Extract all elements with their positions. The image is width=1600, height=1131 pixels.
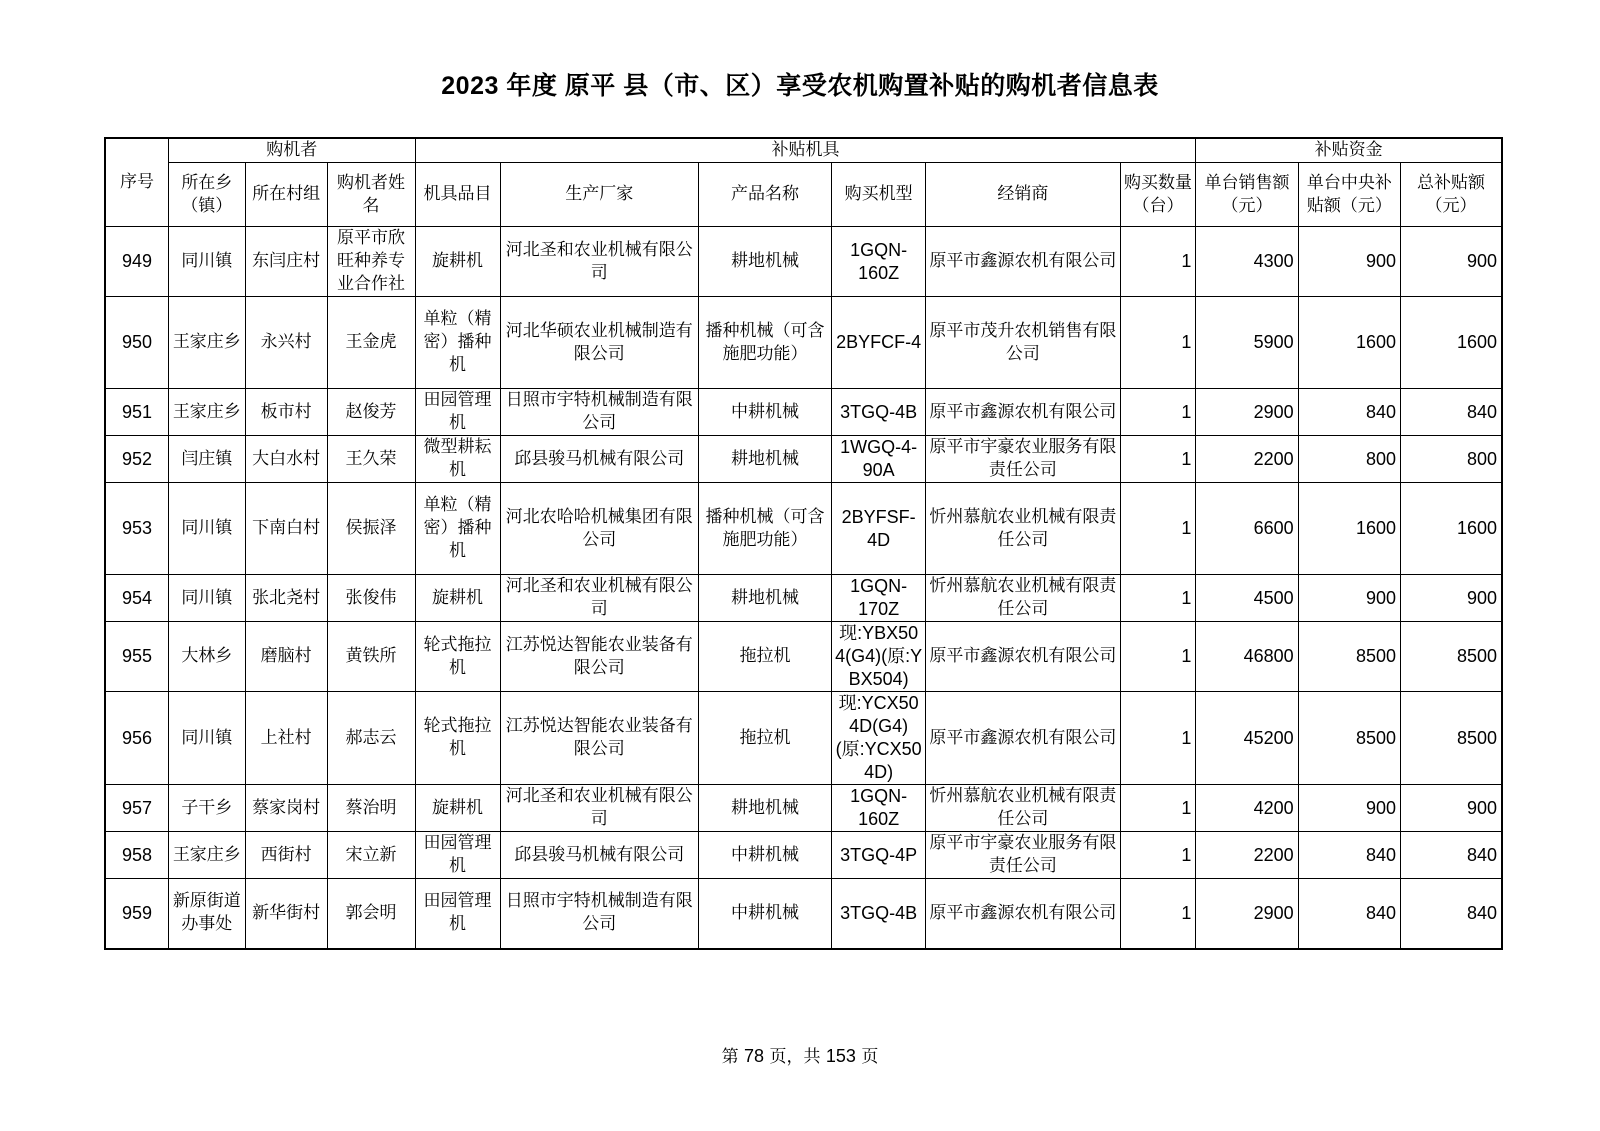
cell-product: 拖拉机 — [699, 692, 832, 785]
cell-category: 轮式拖拉机 — [415, 622, 500, 692]
cell-village: 磨脑村 — [245, 622, 327, 692]
header-dealer: 经销商 — [926, 163, 1120, 227]
cell-buyer: 郝志云 — [327, 692, 415, 785]
cell-model: 2BYFCF-4 — [832, 297, 926, 389]
cell-central: 840 — [1298, 389, 1400, 436]
header-central: 单台中央补贴额（元） — [1298, 163, 1400, 227]
cell-category: 单粒（精密）播种机 — [415, 483, 500, 575]
cell-maker: 河北农哈哈机械集团有限公司 — [500, 483, 699, 575]
cell-dealer: 忻州慕航农业机械有限责任公司 — [926, 785, 1120, 832]
header-group-machine: 补贴机具 — [415, 138, 1196, 163]
cell-category: 田园管理机 — [415, 389, 500, 436]
cell-model: 现:YBX504(G4)(原:YBX504) — [832, 622, 926, 692]
cell-category: 田园管理机 — [415, 832, 500, 879]
cell-central: 8500 — [1298, 622, 1400, 692]
cell-model: 1GQN-170Z — [832, 575, 926, 622]
cell-central: 840 — [1298, 832, 1400, 879]
cell-qty: 1 — [1120, 483, 1196, 575]
cell-qty: 1 — [1120, 785, 1196, 832]
cell-product: 播种机械（可含施肥功能） — [699, 297, 832, 389]
cell-buyer: 侯振泽 — [327, 483, 415, 575]
cell-qty: 1 — [1120, 575, 1196, 622]
cell-no: 953 — [105, 483, 168, 575]
cell-central: 800 — [1298, 436, 1400, 483]
cell-maker: 河北华硕农业机械制造有限公司 — [500, 297, 699, 389]
cell-product: 中耕机械 — [699, 389, 832, 436]
cell-qty: 1 — [1120, 297, 1196, 389]
header-product: 产品名称 — [699, 163, 832, 227]
cell-total: 1600 — [1401, 297, 1502, 389]
cell-total: 840 — [1401, 832, 1502, 879]
cell-qty: 1 — [1120, 832, 1196, 879]
cell-town: 同川镇 — [168, 575, 245, 622]
cell-village: 张北尧村 — [245, 575, 327, 622]
cell-village: 上社村 — [245, 692, 327, 785]
cell-village: 永兴村 — [245, 297, 327, 389]
table-row — [105, 692, 1502, 785]
cell-total: 8500 — [1401, 622, 1502, 692]
footer-suffix: 页 — [861, 1047, 879, 1067]
cell-buyer: 原平市欣旺种养专业合作社 — [327, 227, 415, 297]
table-row — [105, 832, 1502, 879]
cell-price: 4200 — [1196, 785, 1298, 832]
cell-no: 949 — [105, 227, 168, 297]
cell-model: 3TGQ-4B — [832, 389, 926, 436]
cell-town: 大林乡 — [168, 622, 245, 692]
cell-qty: 1 — [1120, 879, 1196, 949]
cell-village: 板市村 — [245, 389, 327, 436]
cell-price: 4300 — [1196, 227, 1298, 297]
cell-category: 旋耕机 — [415, 575, 500, 622]
cell-maker: 江苏悦达智能农业装备有限公司 — [500, 622, 699, 692]
cell-buyer: 郭会明 — [327, 879, 415, 949]
cell-price: 2200 — [1196, 436, 1298, 483]
cell-town: 新原街道办事处 — [168, 879, 245, 949]
cell-maker: 河北圣和农业机械有限公司 — [500, 227, 699, 297]
cell-no: 952 — [105, 436, 168, 483]
cell-central: 900 — [1298, 227, 1400, 297]
cell-no: 957 — [105, 785, 168, 832]
cell-price: 2900 — [1196, 389, 1298, 436]
cell-dealer: 忻州慕航农业机械有限责任公司 — [926, 483, 1120, 575]
cell-total: 900 — [1401, 575, 1502, 622]
cell-maker: 河北圣和农业机械有限公司 — [500, 785, 699, 832]
cell-maker: 邱县骏马机械有限公司 — [500, 832, 699, 879]
cell-buyer: 赵俊芳 — [327, 389, 415, 436]
cell-village: 东闫庄村 — [245, 227, 327, 297]
cell-total: 840 — [1401, 879, 1502, 949]
cell-dealer: 原平市鑫源农机有限公司 — [926, 389, 1120, 436]
page-title: 2023 年度 原平 县（市、区）享受农机购置补贴的购机者信息表 — [441, 72, 1159, 100]
cell-central: 900 — [1298, 785, 1400, 832]
cell-product: 耕地机械 — [699, 785, 832, 832]
table-row — [105, 785, 1502, 832]
cell-town: 同川镇 — [168, 227, 245, 297]
header-category: 机具品目 — [415, 163, 500, 227]
cell-village: 大白水村 — [245, 436, 327, 483]
table-row — [105, 227, 1502, 297]
cell-dealer: 原平市茂升农机销售有限公司 — [926, 297, 1120, 389]
cell-maker: 日照市宇特机械制造有限公司 — [500, 879, 699, 949]
cell-qty: 1 — [1120, 389, 1196, 436]
cell-dealer: 原平市鑫源农机有限公司 — [926, 879, 1120, 949]
cell-product: 拖拉机 — [699, 622, 832, 692]
cell-buyer: 蔡治明 — [327, 785, 415, 832]
cell-price: 46800 — [1196, 622, 1298, 692]
cell-product: 耕地机械 — [699, 227, 832, 297]
cell-model: 1GQN-160Z — [832, 227, 926, 297]
cell-product: 中耕机械 — [699, 879, 832, 949]
cell-buyer: 王久荣 — [327, 436, 415, 483]
table-row — [105, 879, 1502, 949]
cell-no: 950 — [105, 297, 168, 389]
cell-maker: 江苏悦达智能农业装备有限公司 — [500, 692, 699, 785]
cell-qty: 1 — [1120, 692, 1196, 785]
cell-buyer: 黄铁所 — [327, 622, 415, 692]
cell-total: 900 — [1401, 227, 1502, 297]
cell-qty: 1 — [1120, 227, 1196, 297]
cell-buyer: 张俊伟 — [327, 575, 415, 622]
cell-qty: 1 — [1120, 436, 1196, 483]
footer-page-number: 78 — [744, 1046, 765, 1066]
header-village: 所在村组 — [245, 163, 327, 227]
cell-maker: 河北圣和农业机械有限公司 — [500, 575, 699, 622]
cell-total: 8500 — [1401, 692, 1502, 785]
cell-no: 958 — [105, 832, 168, 879]
cell-total: 800 — [1401, 436, 1502, 483]
cell-town: 王家庄乡 — [168, 297, 245, 389]
cell-total: 900 — [1401, 785, 1502, 832]
cell-town: 同川镇 — [168, 692, 245, 785]
cell-maker: 邱县骏马机械有限公司 — [500, 436, 699, 483]
header-no: 序号 — [105, 138, 168, 227]
footer-prefix: 第 — [721, 1047, 739, 1067]
page-footer — [0, 1042, 1600, 1067]
header-maker: 生产厂家 — [500, 163, 699, 227]
cell-dealer: 原平市宇豪农业服务有限责任公司 — [926, 436, 1120, 483]
cell-category: 微型耕耘机 — [415, 436, 500, 483]
table-row — [105, 436, 1502, 483]
table-row — [105, 483, 1502, 575]
cell-village: 西街村 — [245, 832, 327, 879]
table-row — [105, 575, 1502, 622]
header-group-row — [105, 138, 1502, 163]
header-group-funds: 补贴资金 — [1196, 138, 1502, 163]
cell-town: 王家庄乡 — [168, 389, 245, 436]
footer-middle: 页，共 — [769, 1047, 821, 1067]
cell-maker: 日照市宇特机械制造有限公司 — [500, 389, 699, 436]
cell-no: 954 — [105, 575, 168, 622]
cell-town: 闫庄镇 — [168, 436, 245, 483]
cell-model: 3TGQ-4P — [832, 832, 926, 879]
cell-product: 中耕机械 — [699, 832, 832, 879]
cell-model: 1WGQ-4-90A — [832, 436, 926, 483]
table-row — [105, 297, 1502, 389]
cell-dealer: 原平市鑫源农机有限公司 — [926, 227, 1120, 297]
cell-price: 6600 — [1196, 483, 1298, 575]
cell-central: 900 — [1298, 575, 1400, 622]
cell-central: 840 — [1298, 879, 1400, 949]
cell-category: 旋耕机 — [415, 227, 500, 297]
cell-buyer: 宋立新 — [327, 832, 415, 879]
cell-model: 2BYFSF-4D — [832, 483, 926, 575]
cell-product: 耕地机械 — [699, 436, 832, 483]
header-model: 购买机型 — [832, 163, 926, 227]
cell-central: 8500 — [1298, 692, 1400, 785]
cell-no: 955 — [105, 622, 168, 692]
footer-total-pages: 153 — [825, 1046, 856, 1066]
cell-price: 4500 — [1196, 575, 1298, 622]
cell-no: 959 — [105, 879, 168, 949]
cell-village: 下南白村 — [245, 483, 327, 575]
cell-product: 播种机械（可含施肥功能） — [699, 483, 832, 575]
cell-central: 1600 — [1298, 483, 1400, 575]
header-total: 总补贴额（元） — [1401, 163, 1502, 227]
cell-dealer: 原平市鑫源农机有限公司 — [926, 692, 1120, 785]
cell-model: 1GQN-160Z — [832, 785, 926, 832]
cell-price: 45200 — [1196, 692, 1298, 785]
cell-village: 新华街村 — [245, 879, 327, 949]
cell-town: 同川镇 — [168, 483, 245, 575]
header-town: 所在乡（镇） — [168, 163, 245, 227]
header-buyer: 购机者姓名 — [327, 163, 415, 227]
cell-village: 蔡家岗村 — [245, 785, 327, 832]
table-row — [105, 389, 1502, 436]
cell-town: 子干乡 — [168, 785, 245, 832]
cell-total: 1600 — [1401, 483, 1502, 575]
cell-total: 840 — [1401, 389, 1502, 436]
cell-price: 2200 — [1196, 832, 1298, 879]
header-qty: 购买数量（台） — [1120, 163, 1196, 227]
buyer-info-table — [104, 137, 1503, 950]
cell-dealer: 原平市鑫源农机有限公司 — [926, 622, 1120, 692]
cell-model: 3TGQ-4B — [832, 879, 926, 949]
cell-category: 旋耕机 — [415, 785, 500, 832]
cell-central: 1600 — [1298, 297, 1400, 389]
header-group-buyer: 购机者 — [168, 138, 415, 163]
cell-no: 951 — [105, 389, 168, 436]
cell-buyer: 王金虎 — [327, 297, 415, 389]
cell-dealer: 原平市宇豪农业服务有限责任公司 — [926, 832, 1120, 879]
cell-category: 单粒（精密）播种机 — [415, 297, 500, 389]
header-price: 单台销售额（元） — [1196, 163, 1298, 227]
cell-price: 5900 — [1196, 297, 1298, 389]
header-column-row — [105, 163, 1502, 227]
cell-product: 耕地机械 — [699, 575, 832, 622]
cell-dealer: 忻州慕航农业机械有限责任公司 — [926, 575, 1120, 622]
cell-model: 现:YCX504D(G4)(原:YCX504D) — [832, 692, 926, 785]
cell-qty: 1 — [1120, 622, 1196, 692]
table-row — [105, 622, 1502, 692]
cell-town: 王家庄乡 — [168, 832, 245, 879]
cell-category: 轮式拖拉机 — [415, 692, 500, 785]
cell-no: 956 — [105, 692, 168, 785]
cell-price: 2900 — [1196, 879, 1298, 949]
cell-category: 田园管理机 — [415, 879, 500, 949]
